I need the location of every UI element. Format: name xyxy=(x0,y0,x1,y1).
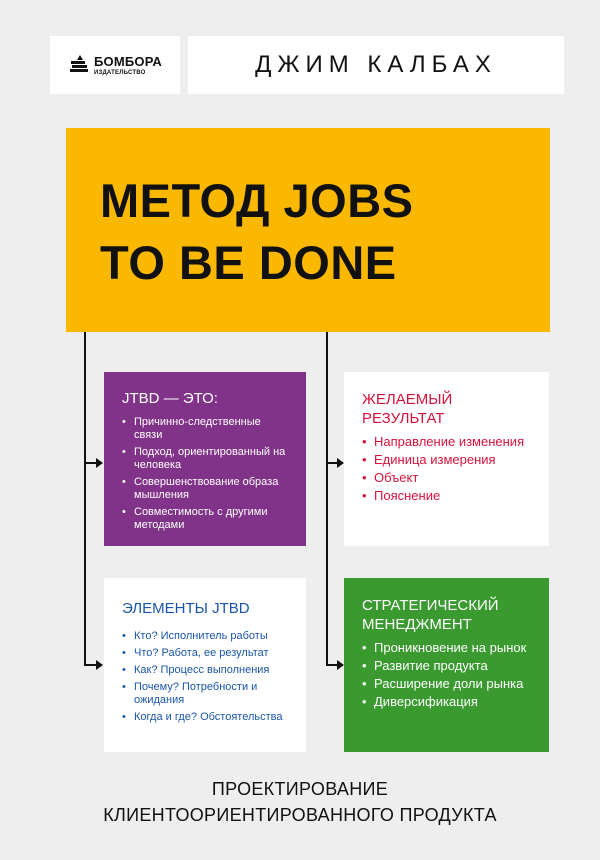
connector-left-to-elements xyxy=(84,664,96,666)
card-jtbd-definition xyxy=(104,372,306,546)
connector-right-to-strategy xyxy=(326,664,337,666)
arrow-right-icon xyxy=(96,660,103,670)
card-title: ЖЕЛАЕМЫЙ РЕЗУЛЬТАТ xyxy=(362,391,453,427)
list-item: • Единица измерения xyxy=(362,452,535,467)
list-item: • Объект xyxy=(362,470,535,485)
connector-right-vertical xyxy=(326,332,328,666)
arrow-right-icon xyxy=(337,660,344,670)
list-item: • Совместимость с другими методами xyxy=(122,506,292,532)
list-item: • Пояснение xyxy=(362,488,535,503)
card-list xyxy=(362,640,535,709)
list-item: • Подход, ориентированный на человека xyxy=(122,446,292,472)
book-title-line-1: МЕТОД JOBS xyxy=(100,174,414,227)
publisher-subtitle: ИЗДАТЕЛЬСТВО xyxy=(93,69,146,76)
card-jtbd-elements xyxy=(104,578,306,752)
book-subtitle xyxy=(0,776,600,828)
list-item: • Когда и где? Обстоятельства xyxy=(122,711,292,724)
title-block xyxy=(66,128,550,332)
list-item: • Как? Процесс выполнения xyxy=(122,664,292,677)
card-list xyxy=(362,434,535,503)
connector-left-to-jtbd xyxy=(84,462,96,464)
list-item: • Почему? Потребности и ожидания xyxy=(122,681,292,707)
list-item: • Расширение доли рынка xyxy=(362,676,535,691)
author-name: ДЖИМ КАЛБАХ xyxy=(255,51,497,78)
list-item: • Кто? Исполнитель работы xyxy=(122,630,292,643)
publisher-name: БОМБОРА xyxy=(93,53,163,69)
list-item: • Совершенствование образа мышления xyxy=(122,476,292,502)
subtitle-line-1: ПРОЕКТИРОВАНИЕ xyxy=(211,779,389,799)
list-item: • Причинно-следственные связи xyxy=(122,416,292,442)
publisher-text xyxy=(94,55,162,76)
card-desired-result xyxy=(344,372,549,546)
connector-right-to-result xyxy=(326,462,337,464)
list-item: • Направление изменения xyxy=(362,434,535,449)
bombora-book-icon xyxy=(68,54,90,76)
arrow-right-icon xyxy=(96,458,103,468)
list-item: • Диверсификация xyxy=(362,694,535,709)
author-box xyxy=(188,36,564,94)
list-item: • Что? Работа, ее результат xyxy=(122,647,292,660)
card-title: СТРАТЕГИЧЕСКИЙ МЕНЕДЖМЕНТ xyxy=(362,597,499,633)
arrow-right-icon xyxy=(337,458,344,468)
card-list xyxy=(122,416,292,532)
card-title: JTBD — ЭТО: xyxy=(122,390,218,407)
subtitle-line-2: КЛИЕНТООРИЕНТИРОВАННОГО ПРОДУКТА xyxy=(103,805,497,825)
card-list xyxy=(122,630,292,724)
list-item: • Развитие продукта xyxy=(362,658,535,673)
list-item: • Проникновение на рынок xyxy=(362,640,535,655)
book-title-line-2: TO BE DONE xyxy=(100,236,397,289)
card-title: ЭЛЕМЕНТЫ JTBD xyxy=(122,600,250,617)
card-strategic-management xyxy=(344,578,549,752)
publisher-logo xyxy=(50,36,180,94)
connector-left-vertical xyxy=(84,332,86,666)
